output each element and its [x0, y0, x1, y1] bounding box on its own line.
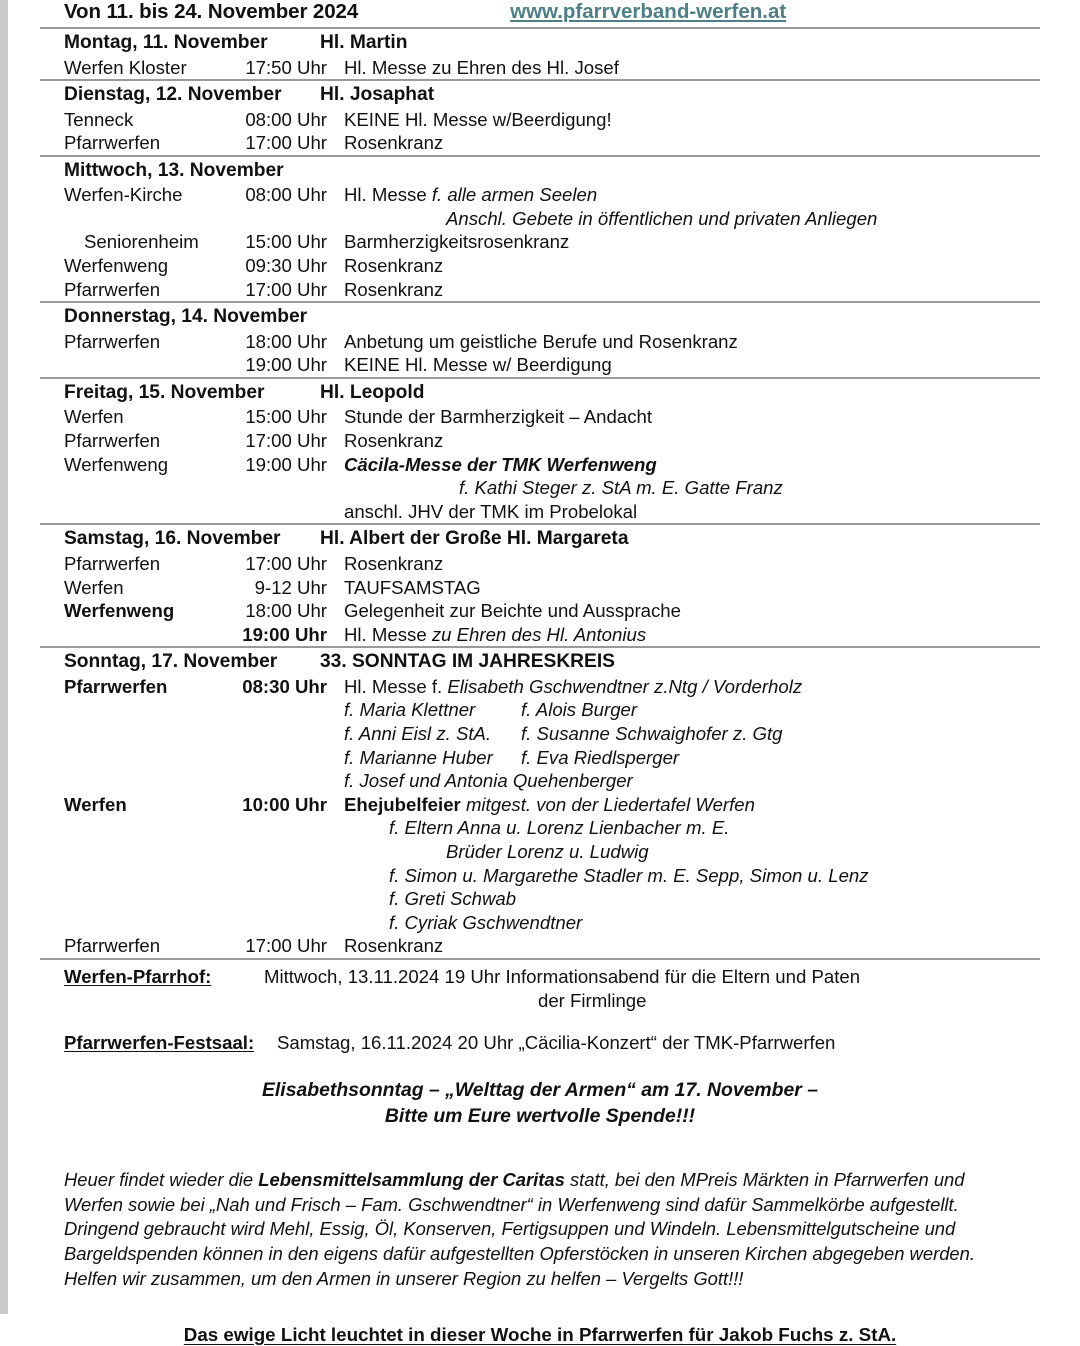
schedule-description: Barmherzigkeitsrosenkranz — [344, 231, 570, 253]
schedule-row — [40, 254, 1040, 278]
continuation-spacer — [40, 864, 344, 888]
intention-right: f. Susanne Schwaighofer z. Gtg — [521, 722, 783, 744]
announcement-label: Pfarrwerfen-Festsaal: — [64, 1031, 255, 1053]
intention-right: f. Alois Burger — [521, 699, 638, 721]
continuation-line — [40, 816, 1040, 840]
announcement-line — [40, 1031, 1040, 1055]
schedule-row — [40, 675, 1040, 699]
schedule-time: 15:00 Uhr — [245, 406, 327, 428]
intention-row — [344, 769, 633, 793]
schedule-row — [40, 793, 1040, 817]
schedule-time: 17:50 Uhr — [245, 56, 327, 78]
continuation-line — [40, 840, 1040, 864]
schedule-description: Rosenkranz — [344, 552, 444, 574]
schedule-time: 9-12 Uhr — [254, 576, 327, 598]
continuation-spacer — [40, 840, 344, 864]
day-sunday — [40, 648, 1040, 958]
schedule-time: 19:00 Uhr — [245, 453, 327, 475]
continuation-text: anschl. JHV der TMK im Probelokal — [344, 500, 638, 522]
day-label: Sonntag, 17. November — [64, 651, 278, 673]
schedule-row — [40, 623, 1040, 647]
day-feast: Hl. Leopold — [320, 381, 425, 403]
schedule-row — [40, 230, 1040, 254]
schedule-time: 08:30 Uhr — [242, 675, 327, 697]
day-label: Mittwoch, 13. November — [64, 159, 284, 181]
schedule-row — [40, 429, 1040, 453]
schedule-time: 17:00 Uhr — [245, 552, 327, 574]
day-heading-row — [40, 158, 1040, 184]
page-title: Von 11. bis 24. November 2024 — [64, 0, 359, 23]
schedule-row — [40, 599, 1040, 623]
website-link[interactable]: www.pfarrverband-werfen.at — [510, 0, 787, 23]
schedule-row — [40, 405, 1040, 429]
day-wednesday — [40, 157, 1040, 301]
schedule-list — [40, 27, 1040, 960]
schedule-row — [40, 131, 1040, 155]
schedule-row — [40, 330, 1040, 354]
continuation-line — [40, 864, 1040, 888]
intention-line — [40, 722, 1040, 746]
continuation-line — [40, 207, 1040, 231]
intention-left: f. Anni Eisl z. StA. — [344, 722, 492, 744]
intention-left: f. Maria Klettner — [344, 699, 476, 721]
day-heading-row — [40, 526, 1040, 552]
intention-spacer — [40, 769, 344, 793]
announcement-body: Mittwoch, 13.11.2024 19 Uhr Informationsabend für die Eltern und Paten — [264, 965, 861, 987]
description-emphasis: Cäcila-Messe der TMK Werfenweng — [344, 453, 657, 475]
description-lead: Ehejubelfeier — [344, 793, 461, 815]
schedule-place: Tenneck — [64, 108, 134, 130]
paragraph-bold-term: Lebensmittelsammlung der Caritas — [258, 1169, 565, 1191]
description-italic: Elisabeth Gschwendtner z.Ntg / Vorderholz — [447, 675, 803, 697]
intention-line — [40, 698, 1040, 722]
schedule-place: Pfarrwerfen — [64, 132, 161, 154]
continuation-line — [40, 476, 1040, 500]
announcement-pfarrhof — [40, 960, 1040, 1013]
paragraph-part-2: statt, bei den MPreis Märkten in Pfarrwerfen und Werfen sowie bei „Nah und Frisch – Fam. Gschwendtner“ in Werfenweng sind dafür Sammelkörbe aufgestellt. Dringend gebraucht wird Mehl, Essig, Öl, Konserven, Fertigsuppen und Windeln. Lebensmittelgutscheine und Bargeldspenden können in den eigens dafür aufgestellten Opferstöcken in unseren Kirchen abgegeben werden. Helfen wir zusammen, um den Armen in unserer Region zu helfen – Vergelts Gott!!! — [64, 1169, 975, 1289]
continuation-line — [40, 887, 1040, 911]
schedule-place: Werfenweng — [64, 255, 169, 277]
day-feast: 33. SONNTAG IM JAHRESKREIS — [320, 651, 615, 673]
schedule-row — [40, 353, 1040, 377]
schedule-description: Rosenkranz — [344, 132, 444, 154]
day-heading-row — [40, 649, 1040, 675]
paragraph-part-1: Heuer findet wieder die — [64, 1169, 259, 1191]
day-heading-row — [40, 30, 1040, 56]
continuation-spacer — [40, 500, 344, 524]
schedule-place: Werfen — [64, 576, 124, 598]
description-italic: mitgest. von der Liedertafel Werfen — [465, 793, 755, 815]
schedule-place: Werfenweng — [64, 600, 175, 622]
schedule-description: KEINE Hl. Messe w/Beerdigung! — [344, 108, 612, 130]
document-header — [40, 0, 1040, 27]
continuation-text: f. Eltern Anna u. Lorenz Lienbacher m. E. — [389, 817, 730, 839]
schedule-description: Hl. Messe zu Ehren des Hl. Josef — [344, 56, 619, 78]
highlight-line-2: Bitte um Eure wertvolle Spende!!! — [384, 1105, 696, 1128]
eternal-light-text: Das ewige Licht leuchtet in dieser Woche in Pfarrwerfen für Jakob Fuchs z. StA. — [183, 1323, 897, 1345]
schedule-row — [40, 183, 1040, 207]
schedule-description: Anbetung um geistliche Berufe und Rosenkranz — [344, 330, 738, 352]
continuation-line — [40, 500, 1040, 524]
schedule-description: Rosenkranz — [344, 430, 444, 452]
schedule-place: Pfarrwerfen — [64, 552, 161, 574]
caritas-paragraph — [40, 1168, 1040, 1291]
schedule-place: Werfen-Kirche — [64, 184, 183, 206]
day-heading-row — [40, 380, 1040, 406]
schedule-row — [40, 453, 1040, 477]
schedule-row — [40, 56, 1040, 80]
announcement-label: Werfen-Pfarrhof: — [64, 965, 212, 987]
continuation-spacer — [40, 476, 344, 500]
intention-left: f. Marianne Huber — [344, 746, 493, 768]
schedule-time: 18:00 Uhr — [245, 600, 327, 622]
description-main: Hl. Messe — [344, 623, 427, 645]
day-saturday — [40, 525, 1040, 646]
day-monday — [40, 29, 1040, 79]
schedule-row — [40, 934, 1040, 958]
day-label: Samstag, 16. November — [64, 528, 281, 550]
intention-row — [344, 722, 783, 746]
schedule-row — [40, 108, 1040, 132]
description-italic: f. alle armen Seelen — [431, 184, 598, 206]
continuation-spacer — [40, 887, 344, 911]
schedule-time: 19:00 Uhr — [242, 623, 327, 645]
continuation-text: f. Greti Schwab — [389, 888, 517, 910]
schedule-time: 08:00 Uhr — [245, 108, 327, 130]
schedule-description: Rosenkranz — [344, 255, 444, 277]
schedule-description: TAUFSAMSTAG — [344, 576, 481, 598]
continuation-spacer — [40, 816, 344, 840]
day-feast: Hl. Martin — [320, 32, 408, 53]
schedule-time: 15:00 Uhr — [245, 231, 327, 253]
day-label: Freitag, 15. November — [64, 381, 265, 403]
schedule-place: Pfarrwerfen — [64, 675, 168, 697]
schedule-description: Gelegenheit zur Beichte und Aussprache — [344, 600, 681, 622]
announcement-continuation: der Firmlinge — [538, 989, 647, 1011]
announcement-body: Samstag, 16.11.2024 20 Uhr „Cäcilia-Konzert“ der TMK-Pfarrwerfen — [277, 1031, 836, 1053]
schedule-description — [344, 793, 1040, 817]
schedule-time: 17:00 Uhr — [245, 132, 327, 154]
schedule-time: 08:00 Uhr — [245, 184, 327, 206]
intention-spacer — [40, 722, 344, 746]
announcement-festsaal — [40, 1013, 1040, 1055]
intention-row — [344, 746, 679, 770]
schedule-description: KEINE Hl. Messe w/ Beerdigung — [344, 354, 612, 376]
intention-row — [344, 698, 637, 722]
schedule-description: Rosenkranz — [344, 935, 444, 957]
description-italic: zu Ehren des Hl. Antonius — [431, 623, 647, 645]
day-label: Dienstag, 12. November — [64, 84, 282, 106]
continuation-text: f. Simon u. Margarethe Stadler m. E. Sepp, Simon u. Lenz — [389, 864, 869, 886]
schedule-row — [40, 278, 1040, 302]
day-feast: Hl. Albert der Große Hl. Margareta — [320, 528, 629, 550]
schedule-description: Stunde der Barmherzigkeit – Andacht — [344, 406, 653, 428]
schedule-place: Werfen Kloster — [64, 56, 187, 78]
continuation-line — [40, 911, 1040, 935]
schedule-description — [344, 623, 1040, 647]
announcements-list — [40, 960, 1040, 1055]
intention-right: f. Eva Riedlsperger — [521, 746, 680, 768]
day-heading-row — [40, 82, 1040, 108]
continuation-text: Brüder Lorenz u. Ludwig — [446, 840, 649, 862]
intention-line — [40, 746, 1040, 770]
schedule-time: 17:00 Uhr — [245, 430, 327, 452]
intention-spacer — [40, 698, 344, 722]
schedule-description: Rosenkranz — [344, 278, 444, 300]
continuation-spacer — [40, 911, 344, 935]
schedule-time: 17:00 Uhr — [245, 935, 327, 957]
continuation-text: Anschl. Gebete in öffentlichen und privaten Anliegen — [446, 207, 878, 229]
schedule-place: Pfarrwerfen — [64, 278, 161, 300]
schedule-place: Werfen — [64, 406, 124, 428]
schedule-description — [344, 675, 1040, 699]
schedule-row — [40, 552, 1040, 576]
intention-spacer — [40, 746, 344, 770]
schedule-description — [344, 183, 1040, 207]
schedule-place: Seniorenheim — [84, 231, 199, 253]
highlight-line-1: Elisabethsonntag – „Welttag der Armen“ am 17. November – — [261, 1078, 819, 1101]
schedule-place: Werfen — [64, 793, 127, 815]
announcement-line — [40, 965, 1040, 989]
continuation-text: f. Kathi Steger z. StA m. E. Gatte Franz — [459, 477, 783, 499]
day-label: Montag, 11. November — [64, 32, 268, 53]
eternal-light-footer — [40, 1324, 1040, 1346]
day-label: Donnerstag, 14. November — [64, 306, 308, 328]
schedule-row — [40, 576, 1040, 600]
schedule-time: 09:30 Uhr — [245, 255, 327, 277]
schedule-place: Pfarrwerfen — [64, 430, 161, 452]
description-main: Hl. Messe — [344, 184, 427, 206]
day-thursday — [40, 303, 1040, 377]
schedule-place: Werfenweng — [64, 453, 169, 475]
intention-line — [40, 769, 1040, 793]
day-tuesday — [40, 81, 1040, 155]
continuation-spacer — [40, 207, 344, 231]
description-main: Hl. Messe f. — [344, 675, 443, 697]
continuation-text: f. Cyriak Gschwendtner — [389, 911, 583, 933]
intention-left: f. Josef und Antonia Quehenberger — [344, 770, 633, 792]
schedule-time: 17:00 Uhr — [245, 278, 327, 300]
schedule-place: Pfarrwerfen — [64, 330, 161, 352]
day-heading-row — [40, 304, 1040, 330]
schedule-description — [344, 453, 1040, 477]
schedule-time: 19:00 Uhr — [245, 354, 327, 376]
day-feast: Hl. Josaphat — [320, 84, 435, 106]
schedule-place: Pfarrwerfen — [64, 935, 161, 957]
schedule-time: 10:00 Uhr — [242, 793, 327, 815]
day-friday — [40, 379, 1040, 523]
schedule-time: 18:00 Uhr — [245, 330, 327, 352]
